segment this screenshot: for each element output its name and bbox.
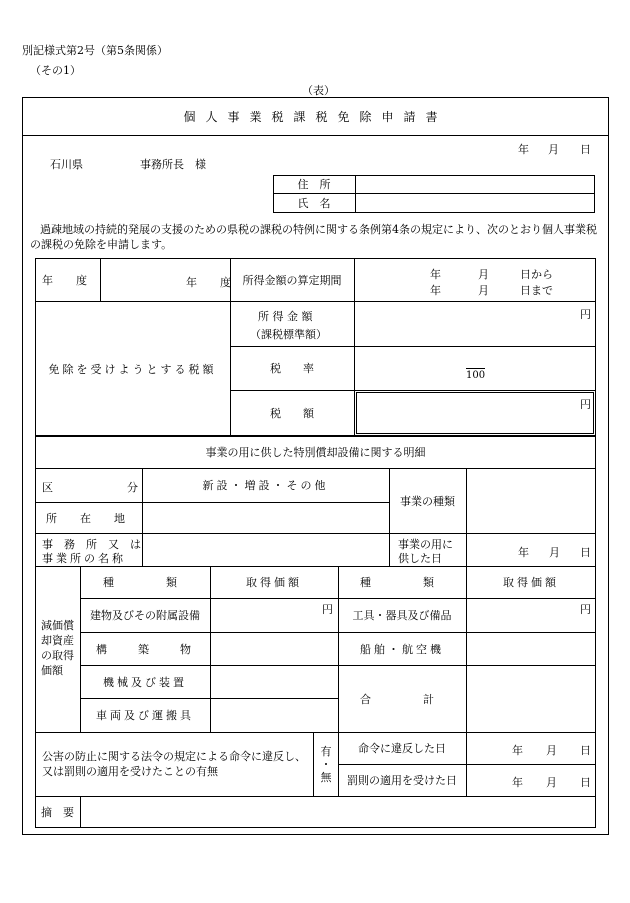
row-ships-aircraft: 船舶・航空機 <box>360 642 444 656</box>
row-structures: 構 築 物 <box>96 642 194 656</box>
row-tools: 工具・器具及び備品 <box>352 609 452 622</box>
used-date-year: 年 <box>518 546 529 559</box>
penalty-applied-label: 罰則の適用を受けた日 <box>347 774 457 787</box>
used-date-month: 月 <box>549 546 560 559</box>
summary-field[interactable] <box>81 797 595 827</box>
penalty-date-year: 年 <box>512 776 523 789</box>
order-date-day: 日 <box>580 744 591 757</box>
violation-label-2: 又は罰則の適用を受けたことの有無 <box>42 765 218 778</box>
office-name-label-2: 事業所の名称 <box>42 552 126 565</box>
office-name-label-1: 事 務 所 又 は <box>42 538 141 551</box>
category-value: 新設・増設・その他 <box>202 479 329 492</box>
row-machinery: 機械及び装置 <box>103 675 187 689</box>
order-date-year: 年 <box>512 744 523 757</box>
tax-amount-field[interactable] <box>356 392 594 434</box>
date-year: 年 <box>518 143 529 156</box>
form-sub-reference: （その1） <box>30 64 81 77</box>
fiscal-year-label: 年 度 <box>42 273 93 287</box>
period-to-day: 日まで <box>520 284 553 297</box>
business-type-field[interactable] <box>467 469 595 532</box>
tax-col1 <box>100 258 101 301</box>
business-type-label: 事業の種類 <box>400 494 455 508</box>
period-from-day: 日から <box>520 268 553 281</box>
col-kind-right: 種 類 <box>360 576 444 589</box>
dep-label-line2: 却資産 <box>41 634 74 647</box>
period-from-month: 月 <box>478 268 489 281</box>
location-field[interactable] <box>143 503 388 532</box>
name-label: 氏 名 <box>297 197 331 210</box>
order-date-month: 月 <box>546 744 557 757</box>
no-option[interactable]: 無 <box>320 771 332 784</box>
tax-col3 <box>354 258 355 436</box>
exempt-tax-label: 免除を受けようとする税額 <box>48 362 217 376</box>
row-buildings: 建物及びその附属設備 <box>90 609 200 622</box>
used-date-label-1: 事業の用に <box>398 538 453 551</box>
tax-amount-label: 税 額 <box>270 407 314 420</box>
period-from-year: 年 <box>430 268 441 281</box>
dep-col-466 <box>466 566 467 796</box>
application-statement: 過疎地域の持続的発展の支援のための県税の課税の特例に関する条例第4条の規定により、次のとおり個人事業税の課税の免除を申請します。 <box>30 223 597 251</box>
col-price-left: 取得価額 <box>246 576 302 589</box>
used-date-day: 日 <box>580 546 591 559</box>
yes-no-indicator[interactable] <box>320 745 332 784</box>
dep-label-line1: 減価償 <box>41 619 74 632</box>
form-side-label: （表） <box>302 84 335 97</box>
name-field[interactable] <box>356 194 594 212</box>
buildings-yen: 円 <box>322 603 333 616</box>
address-field[interactable] <box>356 176 594 192</box>
tax-base-label: （課税標準額） <box>250 328 327 341</box>
address-label: 住 所 <box>297 178 331 191</box>
order-violation-label: 命令に違反した日 <box>358 742 446 755</box>
summary-label: 摘 要 <box>41 806 74 819</box>
period-to-year: 年 <box>430 284 441 297</box>
equipment-heading: 事業の用に供した特別償却設備に関する明細 <box>205 446 426 459</box>
row-vehicles: 車両及び運搬具 <box>96 709 194 722</box>
used-date-label-2: 供した日 <box>398 552 442 565</box>
form-title: 個人事業税課税免除申請書 <box>183 109 448 124</box>
date-day: 日 <box>580 143 591 156</box>
addressee-office: 事務所長 様 <box>140 158 206 171</box>
date-month: 月 <box>548 143 559 156</box>
col-kind-left: 種 類 <box>103 576 187 589</box>
depreciable-assets-label <box>41 618 79 678</box>
office-name-field[interactable] <box>143 534 388 565</box>
row-total: 合 計 <box>360 692 444 706</box>
tools-yen: 円 <box>580 603 591 616</box>
title-divider <box>22 135 609 136</box>
period-to-month: 月 <box>478 284 489 297</box>
violation-col-313 <box>313 732 314 796</box>
yes-no-separator: ・ <box>320 758 332 771</box>
col-price-right: 取得価額 <box>503 576 559 589</box>
tax-rate-label: 税 率 <box>270 362 314 375</box>
location-label: 所 在 地 <box>46 511 131 525</box>
dep-line-732 <box>35 732 596 733</box>
category-label: 区 分 <box>42 481 138 494</box>
penalty-date-day: 日 <box>580 776 591 789</box>
yes-option[interactable]: 有 <box>320 745 332 758</box>
dep-label-line3: の取得 <box>41 649 74 662</box>
income-yen: 円 <box>580 308 591 321</box>
form-reference: 別記様式第2号（第5条関係） <box>22 44 168 57</box>
tax-rate-value: 100 <box>466 370 486 381</box>
income-amount-label: 所 得 金 額 <box>258 310 313 323</box>
tax-amount-yen: 円 <box>580 398 591 411</box>
penalty-date-month: 月 <box>546 776 557 789</box>
income-period-label: 所得金額の算定期間 <box>242 273 342 287</box>
dep-label-line4: 価額 <box>41 664 63 677</box>
fiscal-year-value: 年 度 <box>186 276 237 289</box>
addressee-prefecture: 石川県 <box>50 158 83 171</box>
violation-label-1: 公害の防止に関する法令の規定による命令に違反し、 <box>42 750 306 763</box>
